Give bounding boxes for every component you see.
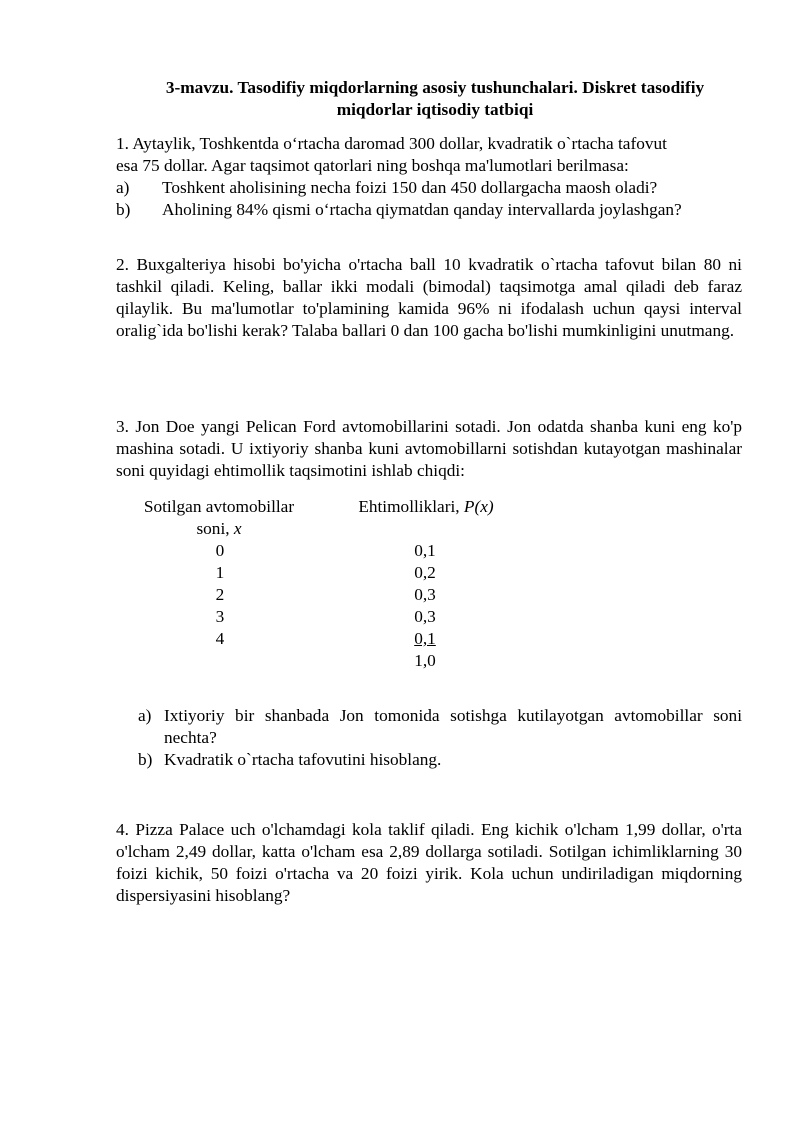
task-3-question-a (138, 705, 742, 749)
table-cell-p-underlined: 0,1 (414, 629, 436, 648)
task-2-text: 2. Buxgalteriya hisobi bo'yicha o'rtacha ball 10 kvadratik o`rtacha tafovut bilan 80 ni tashkil qiladi. Keling, ballar ikki modali (bimodal) taqsimotga amal qiladi deb faraz qilaylik. Bu ma'lumotlar to'plamining kamida 96% ni ifodalash uchun qaysi interval oralig`ida bo'lishi kerak? Talaba ballari 0 dan 100 gacha bo'lishi mumkinligini unutmang. (116, 255, 742, 340)
table-cell-x: 0 (215, 541, 225, 560)
table-cell-x: 2 (215, 585, 225, 604)
table-cell-p: 0,1 (414, 541, 436, 560)
table-col-p-header (346, 496, 506, 518)
table-cell-p (395, 628, 455, 650)
table-col-x-values (190, 540, 250, 650)
question-text: Kvadratik o`rtacha tafovutini hisoblang. (164, 750, 442, 769)
col-x-header-prefix: soni, (196, 519, 234, 538)
task-3-question-b (138, 749, 742, 771)
task-3-text: 3. Jon Doe yangi Pelican Ford avtomobillarini sotadi. Jon odatda shanba kuni eng ko'p mashina sotadi. U ixtiyoriy shanba kuni avtomobillarni sotishdan kutayotgan mashinalar soni quyidagi ehtimollik taqsimotini ishlab chiqdi: (116, 417, 742, 480)
task-1-item-a (116, 177, 742, 199)
title-line-1: 3-mavzu. Tasodifiy miqdorlarning asosiy tushunchalari. Diskret tasodifiy (165, 78, 705, 97)
item-label: b) (116, 200, 131, 219)
question-text: Ixtiyoriy bir shanbada Jon tomonida sotishga kutilayotgan avtomobillar soni nechta? (164, 706, 742, 747)
task-1-line-1: 1. Aytaylik, Toshkentda o‘rtacha daromad 300 dollar, kvadratik o`rtacha tafovut (116, 134, 667, 153)
question-label: a) (138, 706, 152, 725)
task-3 (116, 416, 742, 482)
col-x-header-line-1: Sotilgan avtomobillar (143, 497, 295, 516)
task-1-line-2: esa 75 dollar. Agar taqsimot qatorlari ning boshqa ma'lumotlari berilmasa: (116, 156, 629, 175)
title-line-2: miqdorlar iqtisodiy tatbiqi (336, 100, 534, 119)
task-1-item-b (116, 199, 742, 221)
item-text: Aholining 84% qismi o‘rtacha qiymatdan qanday intervallarda joylashgan? (162, 200, 682, 219)
col-p-header-var: P(x) (463, 497, 494, 516)
item-label: a) (116, 178, 130, 197)
table-col-p-values (395, 540, 455, 672)
table-total: 1,0 (414, 651, 436, 670)
col-p-header-prefix: Ehtimolliklari, (358, 497, 464, 516)
task-3-questions (138, 705, 742, 771)
col-x-header-line-2 (130, 518, 308, 540)
table-cell-p: 0,3 (414, 585, 436, 604)
question-label: b) (138, 750, 153, 769)
table-cell-x: 3 (215, 607, 225, 626)
table-cell-x: 4 (215, 629, 225, 648)
page-title (100, 77, 770, 121)
item-text: Toshkent aholisining necha foizi 150 dan 450 dollargacha maosh oladi? (162, 178, 658, 197)
table-cell-x: 1 (215, 563, 225, 582)
table-col-x-header (130, 496, 308, 540)
table-cell-p: 0,3 (414, 607, 436, 626)
task-1 (116, 133, 742, 221)
task-2 (116, 254, 742, 342)
task-4-text: 4. Pizza Palace uch o'lchamdagi kola taklif qiladi. Eng kichik o'lcham 1,99 dollar, o'rta o'lcham 2,49 dollar, katta o'lcham esa 2,89 dollarga sotiladi. Sotilgan ichimliklarning 30 foizi kichik, 50 foizi o'rtacha va 20 foizi yirik. Kola uchun undiriladigan miqdorning dispersiyasini hisoblang? (116, 820, 742, 905)
col-x-header-var: x (233, 519, 242, 538)
task-4 (116, 819, 742, 907)
table-cell-p: 0,2 (414, 563, 436, 582)
